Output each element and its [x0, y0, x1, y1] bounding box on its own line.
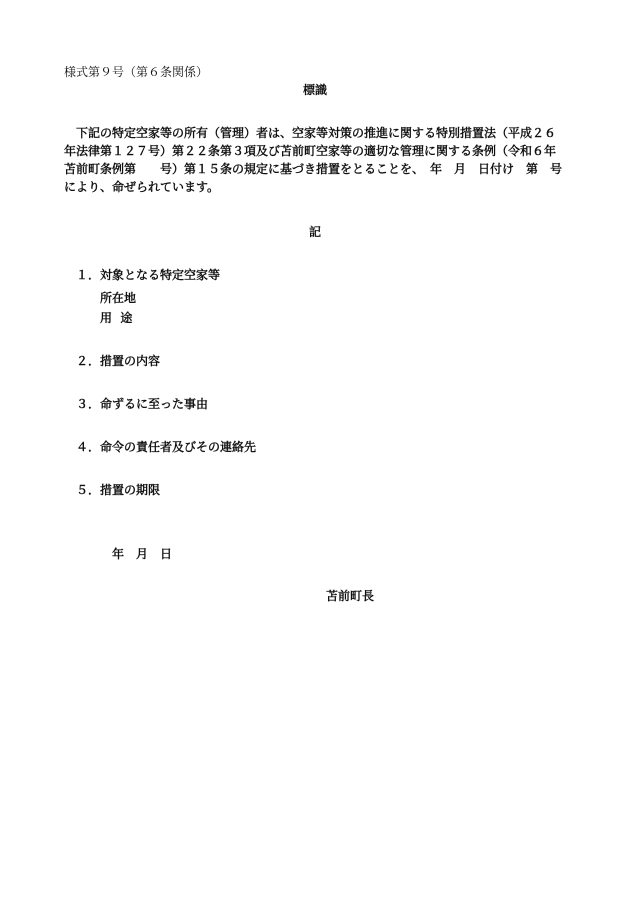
signer-name: 苫前町長 — [326, 589, 375, 603]
item-deadline: ５．措置の期限 — [76, 483, 161, 497]
document-title: 標識 — [302, 83, 327, 97]
body-line: 苫前町条例第 号）第１５条の規定に基づき措置をとることを、 年 月 日付け 第 号 — [64, 162, 563, 176]
form-number: 様式第９号（第６条関係） — [64, 65, 209, 79]
body-line: により、命ぜられています。 — [64, 180, 220, 194]
item-measure-content: ２．措置の内容 — [76, 354, 161, 368]
body-line: 下記の特定空家等の所有（管理）者は、空家等対策の推進に関する特別措置法（平成２６ — [64, 126, 557, 140]
body-paragraph — [64, 124, 572, 196]
item-usage: 用 途 — [100, 311, 133, 325]
item-responsible-contact: ４．命令の責任者及びその連絡先 — [76, 440, 257, 454]
item-target-property: １．対象となる特定空家等 — [76, 268, 221, 282]
item-location: 所在地 — [100, 291, 137, 305]
date-line: 年 月 日 — [112, 547, 173, 561]
item-reason: ３．命ずるに至った事由 — [76, 397, 209, 411]
body-line: 年法律第１２７号）第２２条第３項及び苫前町空家等の適切な管理に関する条例（令和６年 — [64, 144, 557, 158]
ki-heading: 記 — [308, 225, 321, 239]
